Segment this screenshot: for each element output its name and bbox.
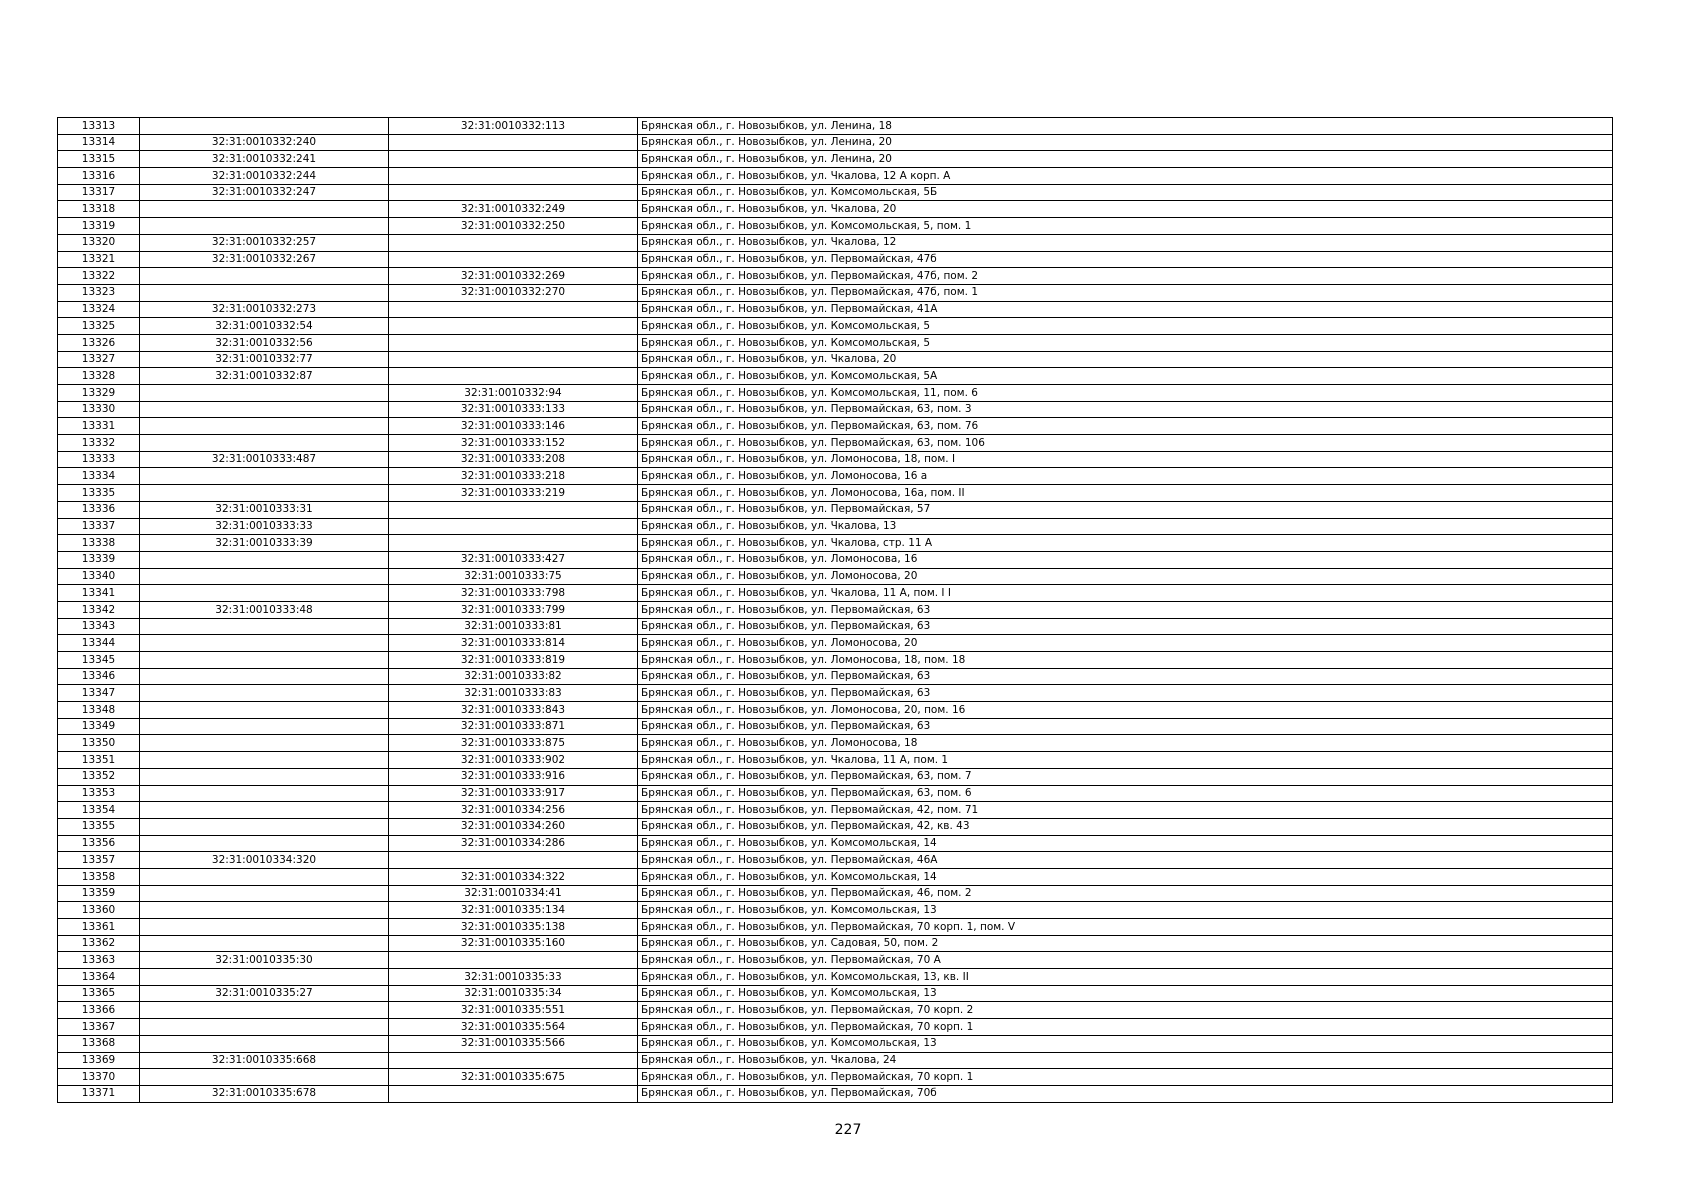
cadastral-number-cell: [140, 1002, 389, 1019]
cadastral-number-cell: [140, 435, 389, 452]
object-cadastral-number-cell: [389, 134, 638, 151]
address-cell: Брянская обл., г. Новозыбков, ул. Чкалова, 12: [638, 234, 1613, 251]
address-cell: Брянская обл., г. Новозыбков, ул. Комсомольская, 5Б: [638, 184, 1613, 201]
cadastral-number-cell: [140, 551, 389, 568]
row-number-cell: 13344: [58, 635, 140, 652]
object-cadastral-number-cell: 32:31:0010333:875: [389, 735, 638, 752]
object-cadastral-number-cell: 32:31:0010333:843: [389, 702, 638, 719]
address-cell: Брянская обл., г. Новозыбков, ул. Чкалова, 11 А, пом. I I: [638, 585, 1613, 602]
row-number-cell: 13363: [58, 952, 140, 969]
row-number-cell: 13327: [58, 351, 140, 368]
cadastral-number-cell: 32:31:0010332:247: [140, 184, 389, 201]
row-number-cell: 13317: [58, 184, 140, 201]
table-row: [58, 268, 1613, 285]
object-cadastral-number-cell: [389, 251, 638, 268]
row-number-cell: 13370: [58, 1069, 140, 1086]
object-cadastral-number-cell: 32:31:0010332:113: [389, 118, 638, 135]
address-cell: Брянская обл., г. Новозыбков, ул. Садовая, 50, пом. 2: [638, 935, 1613, 952]
address-cell: Брянская обл., г. Новозыбков, ул. Чкалова, 12 А корп. А: [638, 168, 1613, 185]
address-cell: Брянская обл., г. Новозыбков, ул. Чкалова, 11 А, пом. 1: [638, 752, 1613, 769]
table-row: [58, 535, 1613, 552]
address-cell: Брянская обл., г. Новозыбков, ул. Чкалова, 20: [638, 351, 1613, 368]
object-cadastral-number-cell: [389, 168, 638, 185]
table-row: [58, 418, 1613, 435]
object-cadastral-number-cell: 32:31:0010333:814: [389, 635, 638, 652]
table-row: [58, 468, 1613, 485]
address-cell: Брянская обл., г. Новозыбков, ул. Первомайская, 42, пом. 71: [638, 802, 1613, 819]
address-cell: Брянская обл., г. Новозыбков, ул. Первомайская, 63, пом. 3: [638, 401, 1613, 418]
row-number-cell: 13325: [58, 318, 140, 335]
object-cadastral-number-cell: 32:31:0010333:152: [389, 435, 638, 452]
table-row: [58, 885, 1613, 902]
row-number-cell: 13348: [58, 702, 140, 719]
table-row: [58, 501, 1613, 518]
object-cadastral-number-cell: [389, 318, 638, 335]
table-row: [58, 435, 1613, 452]
cadastral-number-cell: [140, 935, 389, 952]
row-number-cell: 13347: [58, 685, 140, 702]
table-row: [58, 151, 1613, 168]
row-number-cell: 13339: [58, 551, 140, 568]
cadastral-number-cell: [140, 885, 389, 902]
cadastral-number-cell: [140, 118, 389, 135]
cadastral-number-cell: [140, 485, 389, 502]
table-row: [58, 818, 1613, 835]
address-cell: Брянская обл., г. Новозыбков, ул. Первомайская, 70 корп. 1: [638, 1019, 1613, 1036]
table-row: [58, 785, 1613, 802]
table-row: [58, 902, 1613, 919]
table-row: [58, 601, 1613, 618]
cadastral-number-cell: [140, 735, 389, 752]
table-row: [58, 318, 1613, 335]
cadastral-number-cell: [140, 284, 389, 301]
cadastral-number-cell: [140, 418, 389, 435]
cadastral-number-cell: [140, 768, 389, 785]
object-cadastral-number-cell: 32:31:0010333:219: [389, 485, 638, 502]
cadastral-number-cell: [140, 568, 389, 585]
address-cell: Брянская обл., г. Новозыбков, ул. Чкалова, 20: [638, 201, 1613, 218]
object-cadastral-number-cell: 32:31:0010333:819: [389, 652, 638, 669]
row-number-cell: 13337: [58, 518, 140, 535]
row-number-cell: 13364: [58, 969, 140, 986]
address-cell: Брянская обл., г. Новозыбков, ул. Комсомольская, 13, кв. II: [638, 969, 1613, 986]
table-row: [58, 618, 1613, 635]
object-cadastral-number-cell: [389, 368, 638, 385]
address-cell: Брянская обл., г. Новозыбков, ул. Ленина, 18: [638, 118, 1613, 135]
address-cell: Брянская обл., г. Новозыбков, ул. Комсомольская, 5, пом. 1: [638, 218, 1613, 235]
address-cell: Брянская обл., г. Новозыбков, ул. Комсомольская, 13: [638, 1035, 1613, 1052]
table-row: [58, 652, 1613, 669]
address-cell: Брянская обл., г. Новозыбков, ул. Первомайская, 70б: [638, 1085, 1613, 1102]
row-number-cell: 13321: [58, 251, 140, 268]
row-number-cell: 13360: [58, 902, 140, 919]
object-cadastral-number-cell: 32:31:0010333:902: [389, 752, 638, 769]
object-cadastral-number-cell: [389, 334, 638, 351]
table-row: [58, 635, 1613, 652]
object-cadastral-number-cell: 32:31:0010332:94: [389, 385, 638, 402]
table-row: [58, 201, 1613, 218]
address-cell: Брянская обл., г. Новозыбков, ул. Первомайская, 47б: [638, 251, 1613, 268]
row-number-cell: 13320: [58, 234, 140, 251]
object-cadastral-number-cell: 32:31:0010333:871: [389, 718, 638, 735]
object-cadastral-number-cell: 32:31:0010335:138: [389, 919, 638, 936]
table-row: [58, 368, 1613, 385]
row-number-cell: 13326: [58, 334, 140, 351]
cadastral-number-cell: 32:31:0010332:244: [140, 168, 389, 185]
cadastral-number-cell: [140, 618, 389, 635]
table-row: [58, 1069, 1613, 1086]
cadastral-number-cell: [140, 919, 389, 936]
table-body: [58, 118, 1613, 1103]
address-cell: Брянская обл., г. Новозыбков, ул. Первомайская, 41А: [638, 301, 1613, 318]
row-number-cell: 13336: [58, 501, 140, 518]
table-row: [58, 802, 1613, 819]
cadastral-number-cell: [140, 468, 389, 485]
cadastral-number-cell: [140, 1069, 389, 1086]
table-row: [58, 284, 1613, 301]
object-cadastral-number-cell: [389, 301, 638, 318]
table-row: [58, 351, 1613, 368]
table-row: [58, 1035, 1613, 1052]
table-row: [58, 585, 1613, 602]
row-number-cell: 13318: [58, 201, 140, 218]
row-number-cell: 13353: [58, 785, 140, 802]
cadastral-number-cell: 32:31:0010333:487: [140, 451, 389, 468]
object-cadastral-number-cell: 32:31:0010333:917: [389, 785, 638, 802]
table-row: [58, 334, 1613, 351]
row-number-cell: 13322: [58, 268, 140, 285]
table-row: [58, 668, 1613, 685]
table-row: [58, 718, 1613, 735]
cadastral-number-cell: 32:31:0010332:267: [140, 251, 389, 268]
cadastral-number-cell: [140, 201, 389, 218]
cadastral-number-cell: 32:31:0010332:273: [140, 301, 389, 318]
address-cell: Брянская обл., г. Новозыбков, ул. Первомайская, 63, пом. 7: [638, 768, 1613, 785]
table-row: [58, 401, 1613, 418]
table-row: [58, 952, 1613, 969]
registry-table: [57, 117, 1613, 1103]
address-cell: Брянская обл., г. Новозыбков, ул. Ломоносова, 20, пом. 16: [638, 702, 1613, 719]
table-row: [58, 518, 1613, 535]
address-cell: Брянская обл., г. Новозыбков, ул. Первомайская, 63: [638, 685, 1613, 702]
table-row: [58, 218, 1613, 235]
table-row: [58, 251, 1613, 268]
address-cell: Брянская обл., г. Новозыбков, ул. Ломоносова, 16а, пом. II: [638, 485, 1613, 502]
table-row: [58, 485, 1613, 502]
address-cell: Брянская обл., г. Новозыбков, ул. Комсомольская, 13: [638, 902, 1613, 919]
address-cell: Брянская обл., г. Новозыбков, ул. Комсомольская, 5: [638, 318, 1613, 335]
table-row: [58, 1052, 1613, 1069]
address-cell: Брянская обл., г. Новозыбков, ул. Первомайская, 70 А: [638, 952, 1613, 969]
table-row: [58, 1085, 1613, 1102]
object-cadastral-number-cell: 32:31:0010334:322: [389, 868, 638, 885]
object-cadastral-number-cell: 32:31:0010333:82: [389, 668, 638, 685]
address-cell: Брянская обл., г. Новозыбков, ул. Первомайская, 70 корп. 1: [638, 1069, 1613, 1086]
table-row: [58, 1019, 1613, 1036]
cadastral-number-cell: 32:31:0010335:678: [140, 1085, 389, 1102]
row-number-cell: 13345: [58, 652, 140, 669]
cadastral-number-cell: [140, 652, 389, 669]
row-number-cell: 13354: [58, 802, 140, 819]
object-cadastral-number-cell: 32:31:0010335:33: [389, 969, 638, 986]
table-row: [58, 134, 1613, 151]
object-cadastral-number-cell: 32:31:0010332:270: [389, 284, 638, 301]
table-row: [58, 568, 1613, 585]
table-row: [58, 301, 1613, 318]
address-cell: Брянская обл., г. Новозыбков, ул. Ленина, 20: [638, 134, 1613, 151]
cadastral-number-cell: 32:31:0010332:87: [140, 368, 389, 385]
row-number-cell: 13352: [58, 768, 140, 785]
object-cadastral-number-cell: [389, 234, 638, 251]
row-number-cell: 13367: [58, 1019, 140, 1036]
object-cadastral-number-cell: 32:31:0010333:427: [389, 551, 638, 568]
address-cell: Брянская обл., г. Новозыбков, ул. Первомайская, 63: [638, 718, 1613, 735]
object-cadastral-number-cell: 32:31:0010334:286: [389, 835, 638, 852]
cadastral-number-cell: [140, 401, 389, 418]
object-cadastral-number-cell: [389, 518, 638, 535]
row-number-cell: 13366: [58, 1002, 140, 1019]
row-number-cell: 13359: [58, 885, 140, 902]
cadastral-number-cell: 32:31:0010333:48: [140, 601, 389, 618]
table-row: [58, 702, 1613, 719]
object-cadastral-number-cell: 32:31:0010333:81: [389, 618, 638, 635]
row-number-cell: 13368: [58, 1035, 140, 1052]
object-cadastral-number-cell: 32:31:0010333:146: [389, 418, 638, 435]
table-row: [58, 551, 1613, 568]
row-number-cell: 13328: [58, 368, 140, 385]
address-cell: Брянская обл., г. Новозыбков, ул. Первомайская, 46, пом. 2: [638, 885, 1613, 902]
table-row: [58, 735, 1613, 752]
object-cadastral-number-cell: [389, 1052, 638, 1069]
table-row: [58, 768, 1613, 785]
row-number-cell: 13330: [58, 401, 140, 418]
address-cell: Брянская обл., г. Новозыбков, ул. Первомайская, 63, пом. 76: [638, 418, 1613, 435]
address-cell: Брянская обл., г. Новозыбков, ул. Первомайская, 70 корп. 2: [638, 1002, 1613, 1019]
row-number-cell: 13332: [58, 435, 140, 452]
cadastral-number-cell: [140, 685, 389, 702]
address-cell: Брянская обл., г. Новозыбков, ул. Ломоносова, 20: [638, 568, 1613, 585]
table-row: [58, 168, 1613, 185]
address-cell: Брянская обл., г. Новозыбков, ул. Первомайская, 57: [638, 501, 1613, 518]
cadastral-number-cell: [140, 718, 389, 735]
cadastral-number-cell: 32:31:0010335:30: [140, 952, 389, 969]
cadastral-number-cell: [140, 268, 389, 285]
row-number-cell: 13329: [58, 385, 140, 402]
object-cadastral-number-cell: 32:31:0010333:75: [389, 568, 638, 585]
address-cell: Брянская обл., г. Новозыбков, ул. Комсомольская, 5А: [638, 368, 1613, 385]
object-cadastral-number-cell: [389, 1085, 638, 1102]
object-cadastral-number-cell: [389, 535, 638, 552]
address-cell: Брянская обл., г. Новозыбков, ул. Комсомольская, 14: [638, 835, 1613, 852]
row-number-cell: 13341: [58, 585, 140, 602]
row-number-cell: 13351: [58, 752, 140, 769]
cadastral-number-cell: [140, 218, 389, 235]
row-number-cell: 13357: [58, 852, 140, 869]
address-cell: Брянская обл., г. Новозыбков, ул. Чкалова, 24: [638, 1052, 1613, 1069]
address-cell: Брянская обл., г. Новозыбков, ул. Ломоносова, 18: [638, 735, 1613, 752]
object-cadastral-number-cell: 32:31:0010333:133: [389, 401, 638, 418]
object-cadastral-number-cell: 32:31:0010334:41: [389, 885, 638, 902]
table-row: [58, 685, 1613, 702]
object-cadastral-number-cell: [389, 852, 638, 869]
cadastral-number-cell: 32:31:0010332:54: [140, 318, 389, 335]
address-cell: Брянская обл., г. Новозыбков, ул. Ломоносова, 18, пом. I: [638, 451, 1613, 468]
table-row: [58, 868, 1613, 885]
row-number-cell: 13333: [58, 451, 140, 468]
object-cadastral-number-cell: 32:31:0010335:675: [389, 1069, 638, 1086]
cadastral-number-cell: 32:31:0010333:39: [140, 535, 389, 552]
object-cadastral-number-cell: 32:31:0010333:799: [389, 601, 638, 618]
cadastral-number-cell: [140, 868, 389, 885]
address-cell: Брянская обл., г. Новозыбков, ул. Ломоносова, 18, пом. 18: [638, 652, 1613, 669]
row-number-cell: 13323: [58, 284, 140, 301]
cadastral-number-cell: 32:31:0010334:320: [140, 852, 389, 869]
cadastral-number-cell: 32:31:0010332:240: [140, 134, 389, 151]
cadastral-number-cell: 32:31:0010332:56: [140, 334, 389, 351]
address-cell: Брянская обл., г. Новозыбков, ул. Первомайская, 63: [638, 668, 1613, 685]
row-number-cell: 13356: [58, 835, 140, 852]
table-row: [58, 919, 1613, 936]
object-cadastral-number-cell: [389, 501, 638, 518]
cadastral-number-cell: [140, 835, 389, 852]
address-cell: Брянская обл., г. Новозыбков, ул. Чкалова, 13: [638, 518, 1613, 535]
table-row: [58, 118, 1613, 135]
row-number-cell: 13340: [58, 568, 140, 585]
row-number-cell: 13331: [58, 418, 140, 435]
address-cell: Брянская обл., г. Новозыбков, ул. Комсомольская, 14: [638, 868, 1613, 885]
cadastral-number-cell: [140, 902, 389, 919]
address-cell: Брянская обл., г. Новозыбков, ул. Первомайская, 63, пом. 6: [638, 785, 1613, 802]
cadastral-number-cell: [140, 785, 389, 802]
row-number-cell: 13342: [58, 601, 140, 618]
row-number-cell: 13361: [58, 919, 140, 936]
table-row: [58, 184, 1613, 201]
row-number-cell: 13358: [58, 868, 140, 885]
address-cell: Брянская обл., г. Новозыбков, ул. Первомайская, 47б, пом. 2: [638, 268, 1613, 285]
row-number-cell: 13324: [58, 301, 140, 318]
row-number-cell: 13313: [58, 118, 140, 135]
cadastral-number-cell: 32:31:0010332:241: [140, 151, 389, 168]
table-row: [58, 852, 1613, 869]
object-cadastral-number-cell: 32:31:0010335:551: [389, 1002, 638, 1019]
object-cadastral-number-cell: 32:31:0010333:218: [389, 468, 638, 485]
cadastral-number-cell: [140, 385, 389, 402]
row-number-cell: 13338: [58, 535, 140, 552]
table-row: [58, 385, 1613, 402]
object-cadastral-number-cell: 32:31:0010333:208: [389, 451, 638, 468]
object-cadastral-number-cell: 32:31:0010335:160: [389, 935, 638, 952]
row-number-cell: 13365: [58, 985, 140, 1002]
address-cell: Брянская обл., г. Новозыбков, ул. Первомайская, 70 корп. 1, пом. V: [638, 919, 1613, 936]
cadastral-number-cell: [140, 1035, 389, 1052]
object-cadastral-number-cell: 32:31:0010335:34: [389, 985, 638, 1002]
row-number-cell: 13362: [58, 935, 140, 952]
address-cell: Брянская обл., г. Новозыбков, ул. Первомайская, 63: [638, 601, 1613, 618]
address-cell: Брянская обл., г. Новозыбков, ул. Ленина, 20: [638, 151, 1613, 168]
row-number-cell: 13343: [58, 618, 140, 635]
cadastral-number-cell: 32:31:0010335:27: [140, 985, 389, 1002]
cadastral-number-cell: [140, 1019, 389, 1036]
cadastral-number-cell: [140, 752, 389, 769]
object-cadastral-number-cell: 32:31:0010334:256: [389, 802, 638, 819]
table-row: [58, 969, 1613, 986]
cadastral-number-cell: 32:31:0010333:33: [140, 518, 389, 535]
object-cadastral-number-cell: 32:31:0010333:798: [389, 585, 638, 602]
row-number-cell: 13315: [58, 151, 140, 168]
cadastral-number-cell: [140, 702, 389, 719]
address-cell: Брянская обл., г. Новозыбков, ул. Первомайская, 63: [638, 618, 1613, 635]
table-row: [58, 234, 1613, 251]
object-cadastral-number-cell: 32:31:0010332:269: [389, 268, 638, 285]
object-cadastral-number-cell: [389, 952, 638, 969]
address-cell: Брянская обл., г. Новозыбков, ул. Чкалова, стр. 11 А: [638, 535, 1613, 552]
object-cadastral-number-cell: 32:31:0010335:564: [389, 1019, 638, 1036]
address-cell: Брянская обл., г. Новозыбков, ул. Ломоносова, 16 а: [638, 468, 1613, 485]
object-cadastral-number-cell: [389, 184, 638, 201]
row-number-cell: 13350: [58, 735, 140, 752]
table-row: [58, 451, 1613, 468]
address-cell: Брянская обл., г. Новозыбков, ул. Ломоносова, 16: [638, 551, 1613, 568]
cadastral-number-cell: [140, 969, 389, 986]
object-cadastral-number-cell: 32:31:0010332:250: [389, 218, 638, 235]
address-cell: Брянская обл., г. Новозыбков, ул. Комсомольская, 11, пом. 6: [638, 385, 1613, 402]
table-row: [58, 835, 1613, 852]
cadastral-number-cell: 32:31:0010335:668: [140, 1052, 389, 1069]
cadastral-number-cell: [140, 818, 389, 835]
object-cadastral-number-cell: 32:31:0010333:916: [389, 768, 638, 785]
row-number-cell: 13335: [58, 485, 140, 502]
row-number-cell: 13355: [58, 818, 140, 835]
address-cell: Брянская обл., г. Новозыбков, ул. Первомайская, 47б, пом. 1: [638, 284, 1613, 301]
cadastral-number-cell: [140, 635, 389, 652]
table-row: [58, 985, 1613, 1002]
page-number: 227: [834, 1122, 862, 1138]
object-cadastral-number-cell: 32:31:0010332:249: [389, 201, 638, 218]
table-row: [58, 752, 1613, 769]
cadastral-number-cell: [140, 802, 389, 819]
address-cell: Брянская обл., г. Новозыбков, ул. Комсомольская, 13: [638, 985, 1613, 1002]
table-row: [58, 1002, 1613, 1019]
address-cell: Брянская обл., г. Новозыбков, ул. Первомайская, 46А: [638, 852, 1613, 869]
address-cell: Брянская обл., г. Новозыбков, ул. Первомайская, 42, кв. 43: [638, 818, 1613, 835]
cadastral-number-cell: 32:31:0010332:257: [140, 234, 389, 251]
row-number-cell: 13346: [58, 668, 140, 685]
address-cell: Брянская обл., г. Новозыбков, ул. Ломоносова, 20: [638, 635, 1613, 652]
cadastral-number-cell: 32:31:0010332:77: [140, 351, 389, 368]
row-number-cell: 13349: [58, 718, 140, 735]
address-cell: Брянская обл., г. Новозыбков, ул. Первомайская, 63, пом. 106: [638, 435, 1613, 452]
row-number-cell: 13334: [58, 468, 140, 485]
row-number-cell: 13314: [58, 134, 140, 151]
object-cadastral-number-cell: 32:31:0010335:566: [389, 1035, 638, 1052]
address-cell: Брянская обл., г. Новозыбков, ул. Комсомольская, 5: [638, 334, 1613, 351]
table-row: [58, 935, 1613, 952]
object-cadastral-number-cell: 32:31:0010334:260: [389, 818, 638, 835]
row-number-cell: 13316: [58, 168, 140, 185]
cadastral-number-cell: [140, 585, 389, 602]
cadastral-number-cell: [140, 668, 389, 685]
object-cadastral-number-cell: 32:31:0010333:83: [389, 685, 638, 702]
object-cadastral-number-cell: [389, 351, 638, 368]
row-number-cell: 13369: [58, 1052, 140, 1069]
object-cadastral-number-cell: 32:31:0010335:134: [389, 902, 638, 919]
row-number-cell: 13371: [58, 1085, 140, 1102]
object-cadastral-number-cell: [389, 151, 638, 168]
row-number-cell: 13319: [58, 218, 140, 235]
cadastral-number-cell: 32:31:0010333:31: [140, 501, 389, 518]
